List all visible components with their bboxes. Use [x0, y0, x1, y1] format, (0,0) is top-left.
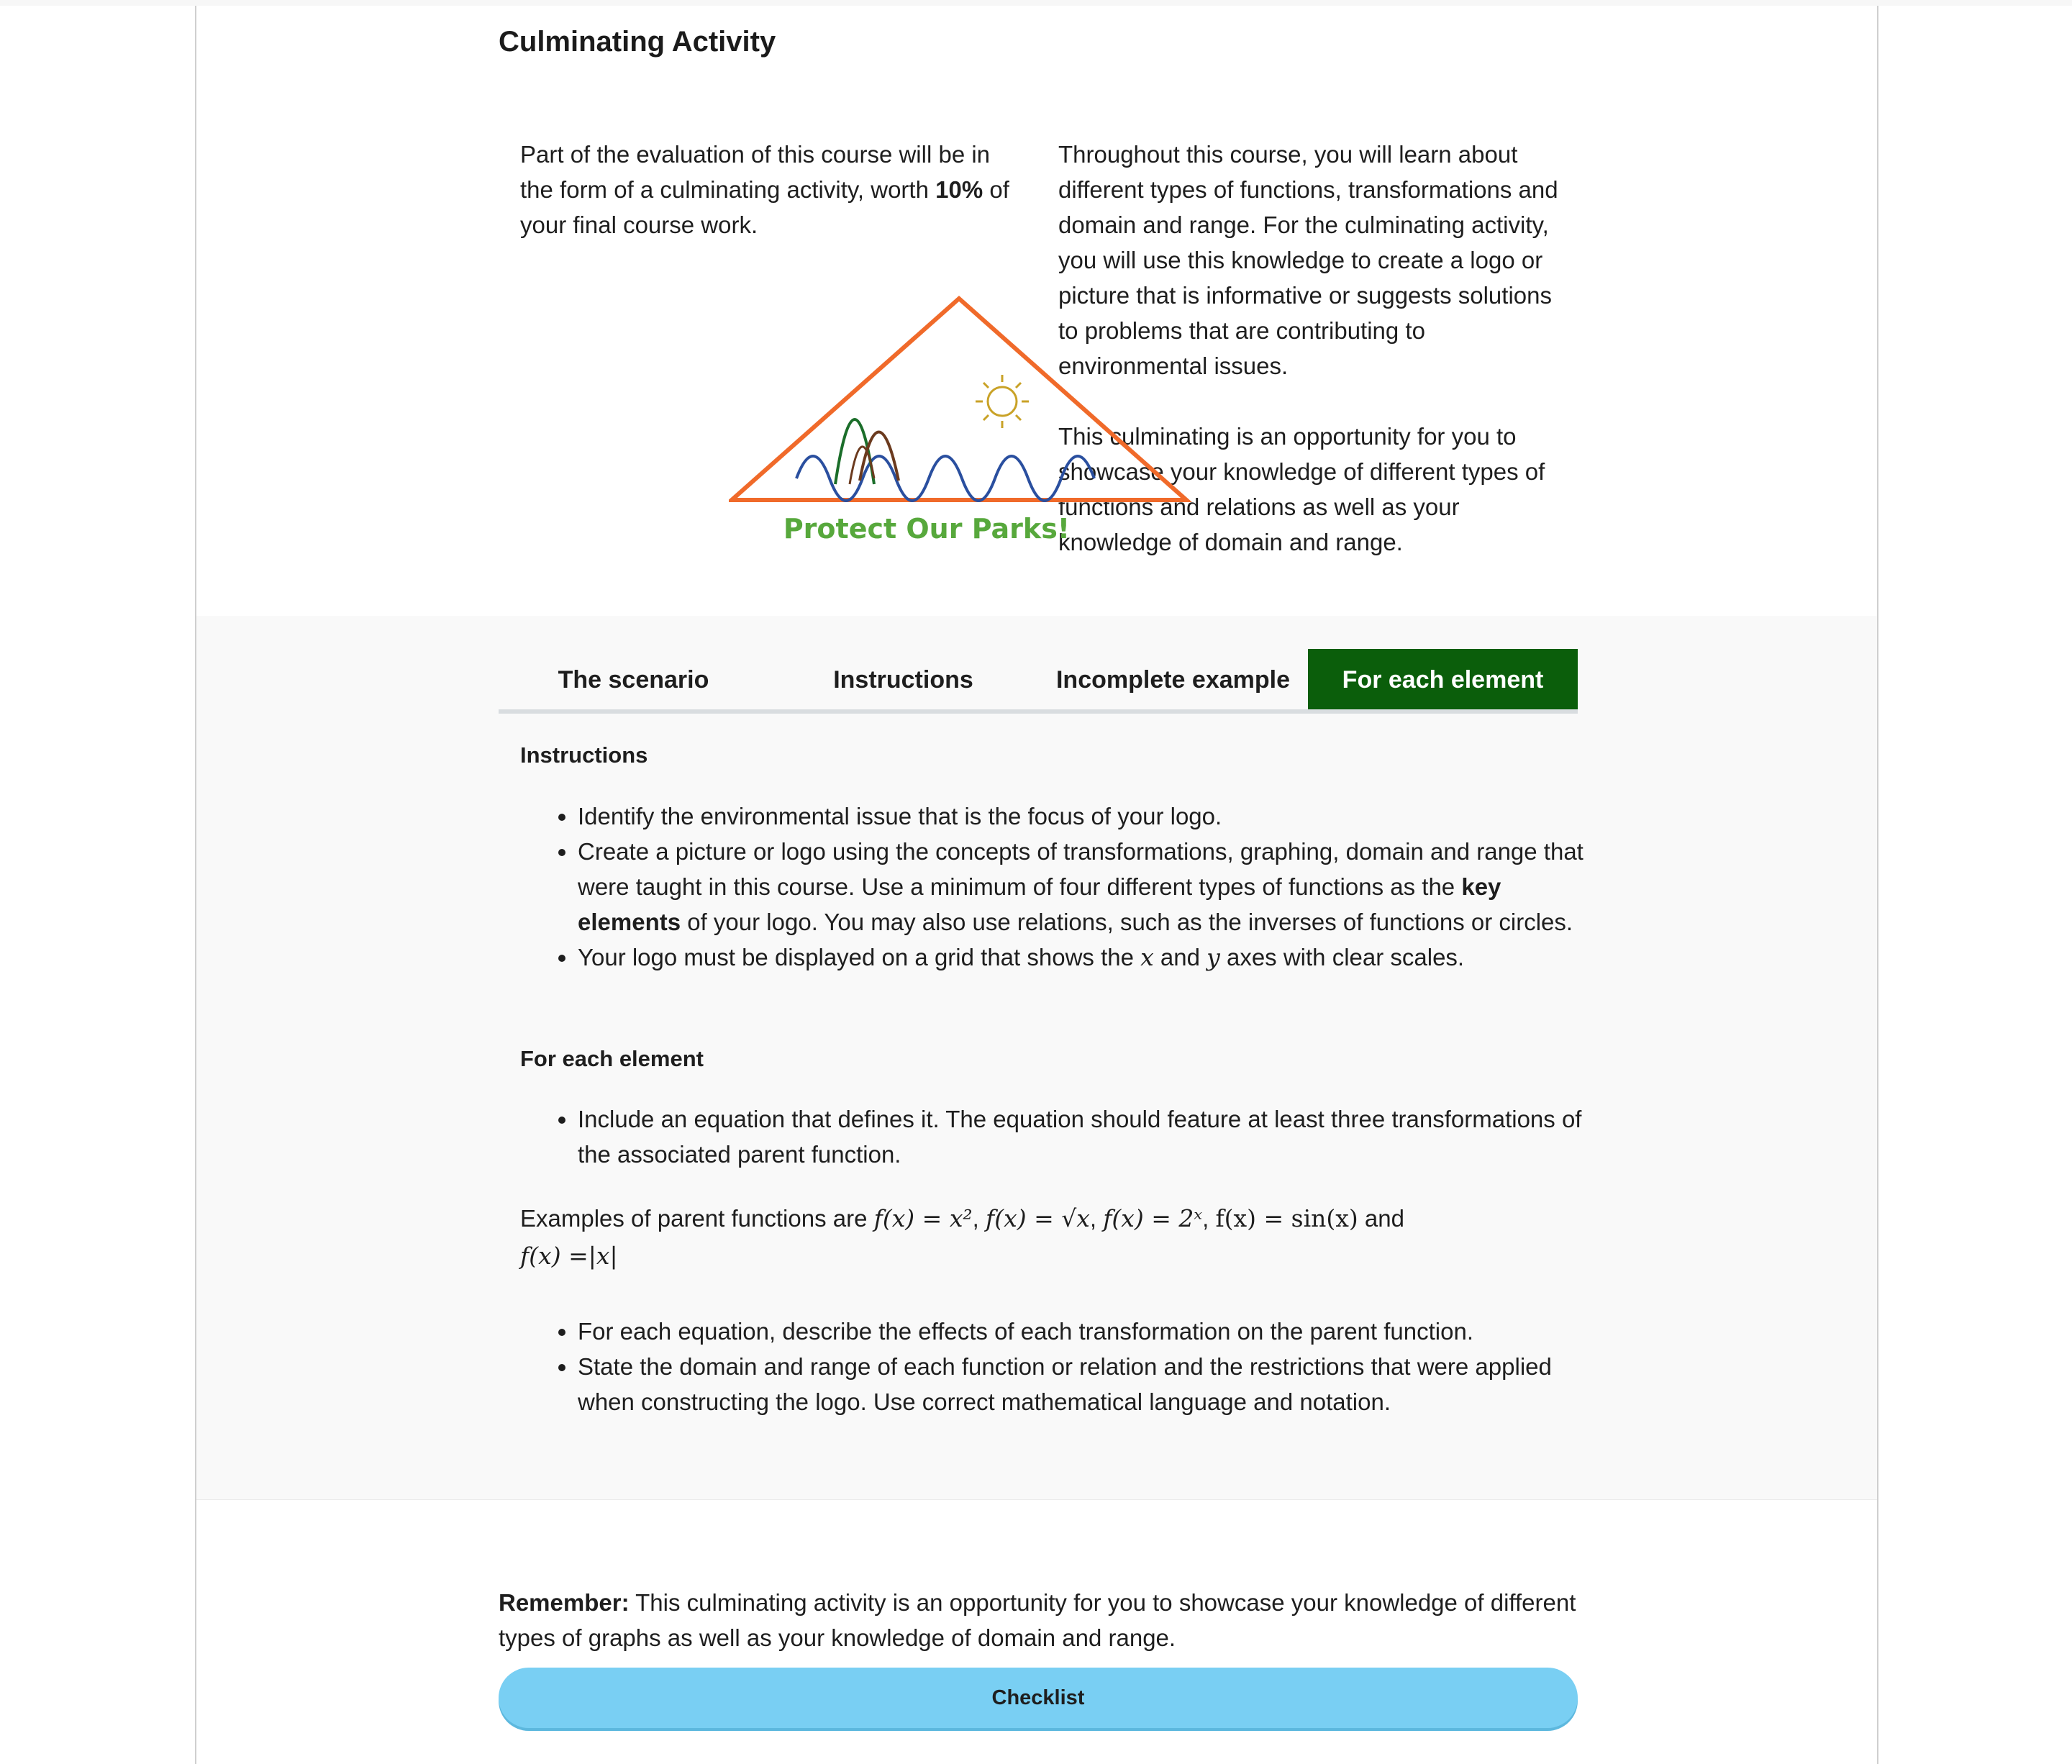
logo-tree-green — [835, 419, 874, 484]
list-item-text: Your logo must be displayed on a grid that shows the — [578, 944, 1141, 970]
list-item-text: axes with clear scales. — [1219, 944, 1465, 970]
page-container — [195, 6, 1878, 1764]
list-item-text: of your logo. You may also use relations, such as the inverses of functions or circles. — [681, 909, 1573, 935]
equation-sine: f(x) = sin(x) — [1215, 1204, 1358, 1232]
list-item: • For each equation, describe the effects of each transformation on the parent function. — [578, 1314, 1585, 1349]
top-bar — [0, 0, 2072, 6]
intro-left-part1: Part of the evaluation of this course will be in the form of a culminating activity, worth — [520, 141, 991, 203]
tab-instructions[interactable]: Instructions — [833, 666, 973, 694]
tab-underline — [499, 709, 1578, 714]
for-each-element-heading: For each element — [520, 1046, 704, 1071]
list-item — [578, 834, 1585, 940]
list-item: • Include an equation that defines it. The equation should feature at least three transformations of the associated parent function. — [578, 1101, 1585, 1172]
key-elements-bold: key elements — [578, 873, 1501, 935]
instructions-heading: Instructions — [520, 742, 648, 768]
equation-absolute: f(x) =|x| — [520, 1242, 618, 1270]
tab-the-scenario[interactable]: The scenario — [558, 666, 709, 694]
tabbed-panel — [196, 616, 1877, 1500]
examples-and: and — [1358, 1205, 1404, 1232]
intro-left-text — [520, 137, 1024, 242]
examples-prefix: Examples of parent functions are — [520, 1205, 874, 1232]
list-item — [578, 940, 1585, 975]
for-each-list-1 — [520, 1101, 1585, 1172]
remember-text: This culminating activity is an opportunity for you to showcase your knowledge of different types of graphs as well as your knowledge of domain and range. — [499, 1589, 1576, 1651]
page-title: Culminating Activity — [499, 26, 776, 58]
list-item: • Identify the environmental issue that is the focus of your logo. — [578, 799, 1585, 834]
instructions-list — [520, 799, 1585, 975]
remember-label: Remember: — [499, 1589, 630, 1616]
for-each-list-2 — [520, 1314, 1585, 1419]
logo-wave — [796, 456, 1094, 501]
tab-bar — [499, 649, 1578, 712]
intro-right-paragraph-1: Throughout this course, you will learn about different types of functions, transformations and domain and range. For the culminating activity, you will use this knowledge to create a logo or picture that is informative or suggests solutions to problems that are contributing to environmental issues. — [1058, 141, 1558, 379]
equation-exponential: f(x) = 2ˣ — [1103, 1204, 1203, 1232]
list-item-text: Create a picture or logo using the concepts of transformations, graphing, domain and range that were taught in this course. Use a minimum of four different types of functions as the — [578, 838, 1583, 900]
intro-right-paragraph-2: This culminating is an opportunity for you to showcase your knowledge of different types of functions and relations as well as your knowledge of domain and range. — [1058, 423, 1545, 555]
math-y: y — [1207, 943, 1220, 971]
remember-note — [499, 1585, 1578, 1655]
intro-weight-percent: 10% — [935, 176, 983, 203]
logo-graphic — [729, 290, 1196, 506]
tab-for-each-element[interactable]: For each element — [1308, 649, 1578, 711]
equation-quadratic: f(x) = x² — [873, 1204, 973, 1232]
math-x: x — [1140, 943, 1154, 971]
equation-square-root: f(x) = √x — [986, 1204, 1090, 1232]
parent-function-examples: Examples of parent functions are f(x) = x², f(x) = √x, f(x) = 2ˣ, f(x) = sin(x) and f(x) =|x| — [520, 1204, 1404, 1270]
tab-incomplete-example[interactable]: Incomplete example — [1055, 666, 1290, 694]
checklist-button[interactable]: Checklist — [499, 1668, 1578, 1728]
list-item: • State the domain and range of each function or relation and the restrictions that were applied when constructing the logo. Use correct mathematical language and notation. — [578, 1349, 1585, 1419]
intro-left-part2: of your final course work. — [520, 176, 1009, 238]
list-item-text: and — [1153, 944, 1207, 970]
logo-caption: Protect Our Parks! — [783, 513, 1071, 545]
sun-icon — [976, 375, 1029, 428]
protect-our-parks-logo — [729, 290, 1196, 563]
